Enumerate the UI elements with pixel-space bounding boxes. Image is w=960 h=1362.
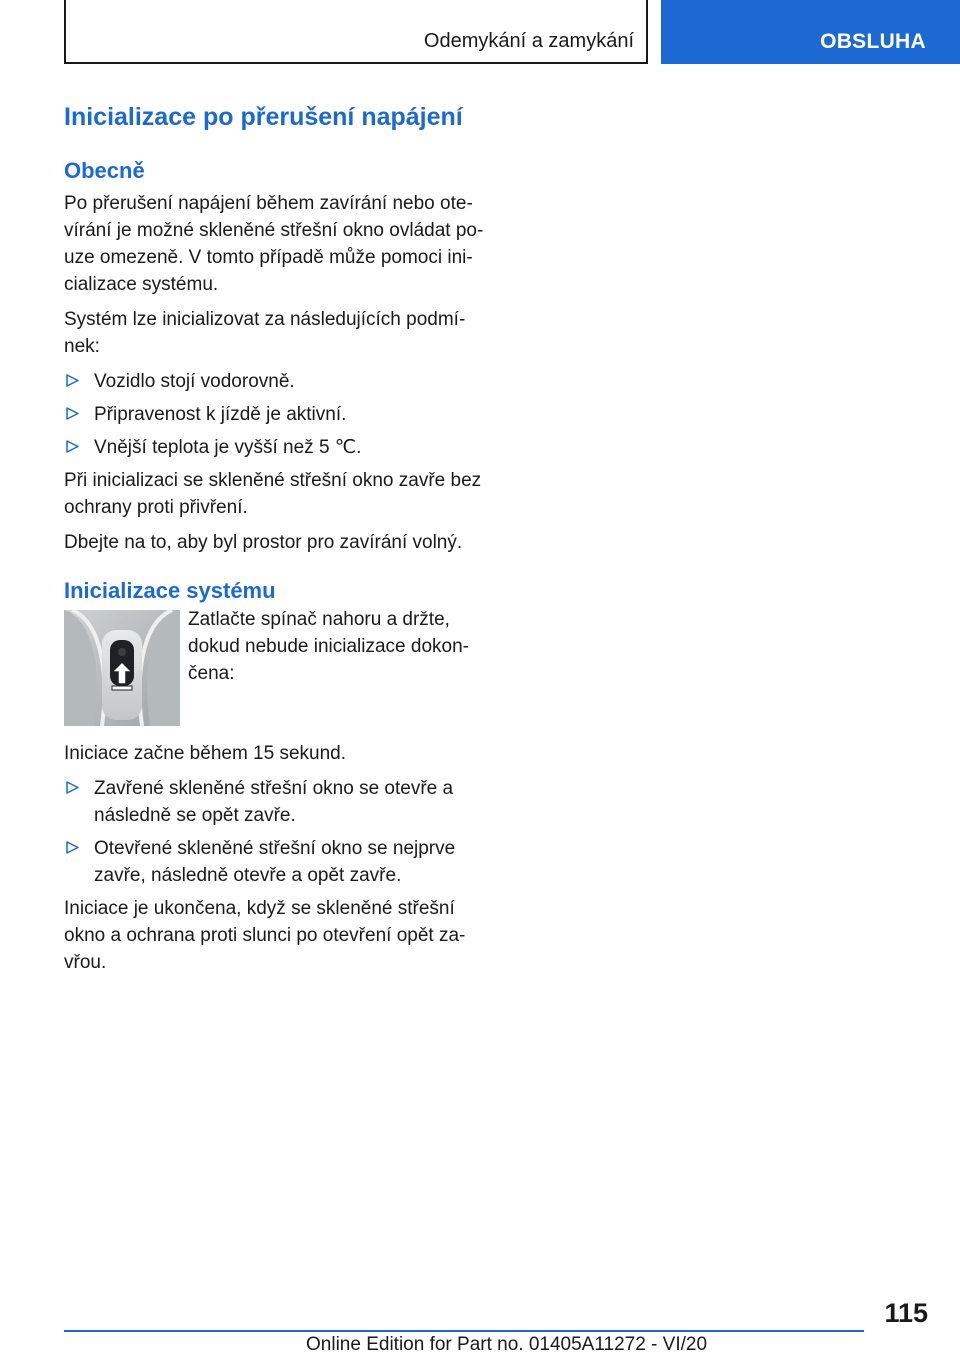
page-title: Inicializace po přerušení napájení bbox=[64, 103, 463, 131]
system-init-paragraph-1: Iniciace začne během 15 sekund. bbox=[64, 743, 347, 764]
general-paragraph-1: Po přerušení napájení během zavírání nebo ote-vírání je možné skleněné střešní okno ovládat po-uze omezeně. V tomto případě může pomoci ini-cializace systému. bbox=[64, 193, 484, 295]
list-item-text: Zavřené skleněné střešní okno se otevře a následně se opět zavře. bbox=[94, 778, 454, 826]
steps-list bbox=[64, 775, 484, 889]
header-section-title: Odemykání a zamykání bbox=[423, 30, 634, 52]
main-content bbox=[64, 100, 484, 984]
bullet-triangle-icon bbox=[65, 840, 80, 855]
general-paragraph-2: Systém lze inicializovat za následujících podmí-nek: bbox=[64, 309, 466, 357]
list-item bbox=[64, 368, 484, 395]
roof-switch-illustration bbox=[64, 610, 180, 726]
conditions-list bbox=[64, 368, 484, 461]
figure-instruction: Zatlačte spínač nahoru a držte, dokud nebude inicializace dokon-čena: bbox=[188, 609, 469, 684]
bullet-triangle-icon bbox=[65, 406, 80, 421]
section-heading-general: Obecně bbox=[64, 158, 145, 183]
list-item bbox=[64, 835, 484, 889]
list-item-text: Vnější teplota je vyšší než 5 ℃. bbox=[94, 437, 362, 458]
header-section-box bbox=[64, 0, 648, 64]
header-chapter-tab bbox=[661, 0, 960, 64]
section-heading-system-init: Inicializace systému bbox=[64, 578, 276, 603]
header-chapter-label: OBSLUHA bbox=[820, 30, 926, 53]
figure-row bbox=[64, 610, 484, 726]
footer-divider bbox=[64, 1330, 864, 1332]
list-item bbox=[64, 434, 484, 461]
footer-edition-text: Online Edition for Part no. 01405A11272 - VI/20 bbox=[306, 1334, 708, 1355]
list-item-text: Připravenost k jízdě je aktivní. bbox=[94, 404, 347, 425]
list-item-text: Otevřené skleněné střešní okno se nejprve zavře, následně otevře a opět zavře. bbox=[94, 838, 456, 886]
page-number: 115 bbox=[884, 1298, 928, 1328]
system-init-paragraph-2: Iniciace je ukončena, když se skleněné střešní okno a ochrana proti slunci po otevření opět za-vřou. bbox=[64, 898, 466, 973]
bullet-triangle-icon bbox=[65, 439, 80, 454]
general-paragraph-4: Dbejte na to, aby byl prostor pro zavírání volný. bbox=[64, 532, 463, 553]
general-paragraph-3: Při inicializaci se skleněné střešní okno zavře bez ochrany proti přivření. bbox=[64, 470, 482, 518]
bullet-triangle-icon bbox=[65, 373, 80, 388]
list-item bbox=[64, 775, 484, 829]
bullet-triangle-icon bbox=[65, 780, 80, 795]
list-item-text: Vozidlo stojí vodorovně. bbox=[94, 371, 295, 392]
list-item bbox=[64, 401, 484, 428]
